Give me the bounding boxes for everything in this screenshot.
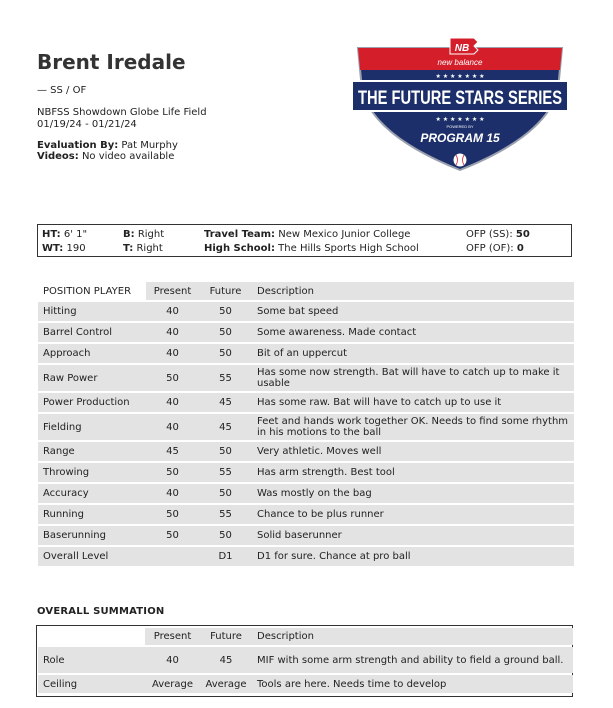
row-label: Barrel Control [38,323,146,342]
row-description: Chance to be plus runner [252,505,574,524]
logo-title: THE FUTURE STARS SERIES [358,88,562,109]
table-header-row [38,282,574,300]
videos-line [37,151,174,163]
baseball-icon [453,153,467,167]
player-info-box [37,224,572,257]
row-description: Bit of an uppercut [252,344,574,363]
summation-header-future: Future [200,628,252,645]
svg-text:★ ★ ★ ★ ★ ★ ★: ★ ★ ★ ★ ★ ★ ★ [435,73,485,80]
row-description: Some bat speed [252,302,574,321]
future-grade: 50 [199,344,252,363]
table-row [38,344,574,363]
header-position-player: POSITION PLAYER [43,285,132,297]
table-row [38,365,574,391]
row-description: Was mostly on the bag [252,484,574,503]
row-label: Power Production [38,393,146,412]
header-present: Present [146,282,199,300]
future-grade: Average [200,675,252,693]
future-grade: 50 [199,302,252,321]
future-grade: 50 [199,484,252,503]
future-grade: 45 [199,414,252,440]
ofp-ss-field: OFP (SS): 50 [466,229,530,240]
table-row [38,675,573,693]
table-row [38,547,574,566]
present-grade: 40 [146,344,199,363]
svg-text:NB: NB [454,43,470,54]
table-row [38,526,574,545]
row-description: Feet and hands work together OK. Needs to find some rhythm in his motions to the ball [252,414,574,440]
header-future: Future [199,282,252,300]
row-description: D1 for sure. Chance at pro ball [252,547,574,566]
summation-header-present: Present [145,628,200,645]
bats-field: B: Right [123,229,165,240]
row-description: Very athletic. Moves well [252,442,574,461]
summation-table [38,626,573,695]
logo-program: PROGRAM 15 [420,131,500,145]
future-grade: 45 [200,647,252,673]
row-description: Has arm strength. Best tool [252,463,574,482]
row-label: Overall Level [38,547,146,566]
videos-label: Videos: [37,151,79,162]
table-row [38,505,574,524]
future-grade: 50 [199,323,252,342]
table-row [38,393,574,412]
row-description: MIF with some arm strength and ability to field a ground ball. [252,647,573,673]
present-grade: 40 [145,647,200,673]
present-grade: Average [145,675,200,693]
row-label: Running [38,505,146,524]
table-row [38,414,574,440]
row-label: Raw Power [38,365,146,391]
present-grade: 40 [146,302,199,321]
svg-text:★ ★ ★ ★ ★ ★ ★: ★ ★ ★ ★ ★ ★ ★ [435,116,485,123]
present-grade [146,547,199,566]
present-grade: 50 [146,526,199,545]
future-stars-series-logo [350,32,570,182]
player-positions: — SS / OF [37,85,87,96]
event-name: NBFSS Showdown Globe Life Field [37,107,207,118]
row-description: Has some now strength. Bat will have to catch up to make it usable [252,365,574,391]
summation-header-description: Description [252,628,573,645]
row-label: Role [38,647,145,673]
future-grade: 55 [199,505,252,524]
row-label: Hitting [38,302,146,321]
future-grade: 50 [199,526,252,545]
row-label: Throwing [38,463,146,482]
ofp-of-field: OFP (OF): 0 [466,243,524,254]
present-grade: 40 [146,414,199,440]
future-grade: 45 [199,393,252,412]
logo-brand: new balance [437,58,483,67]
row-description: Tools are here. Needs time to develop [252,675,573,693]
future-grade: 55 [199,365,252,391]
travel-team-field: Travel Team: New Mexico Junior College [204,229,411,240]
present-grade: 40 [146,393,199,412]
summation-header-row [38,628,573,645]
summation-header-blank [38,628,145,645]
table-row [38,647,573,673]
row-label: Baserunning [38,526,146,545]
row-label: Fielding [38,414,146,440]
event-dates: 01/19/24 - 01/21/24 [37,119,137,130]
throws-field: T: Right [123,243,163,254]
header-description: Description [252,282,574,300]
present-grade: 50 [146,365,199,391]
future-grade: D1 [199,547,252,566]
row-description: Has some raw. Bat will have to catch up to use it [252,393,574,412]
logo-powered-by: POWERED BY [446,124,474,129]
high-school-field: High School: The Hills Sports High School [204,243,419,254]
table-row [38,302,574,321]
position-player-table [38,280,574,568]
row-label: Range [38,442,146,461]
future-grade: 55 [199,463,252,482]
evaluator-name: Pat Murphy [121,140,178,151]
present-grade: 50 [146,505,199,524]
row-description: Solid baserunner [252,526,574,545]
height-field: HT: 6' 1" [42,229,88,240]
row-label: Accuracy [38,484,146,503]
future-grade: 50 [199,442,252,461]
row-label: Approach [38,344,146,363]
table-row [38,484,574,503]
present-grade: 45 [146,442,199,461]
present-grade: 50 [146,463,199,482]
weight-field: WT: 190 [42,243,86,254]
row-description: Some awareness. Made contact [252,323,574,342]
table-row [38,463,574,482]
table-row [38,323,574,342]
evaluation-label: Evaluation By: [37,140,119,151]
player-name: Brent Iredale [37,50,186,74]
row-label: Ceiling [38,675,145,693]
present-grade: 40 [146,323,199,342]
present-grade: 40 [146,484,199,503]
summation-title: OVERALL SUMMATION [37,606,165,617]
videos-value: No video available [81,151,175,162]
table-row [38,442,574,461]
